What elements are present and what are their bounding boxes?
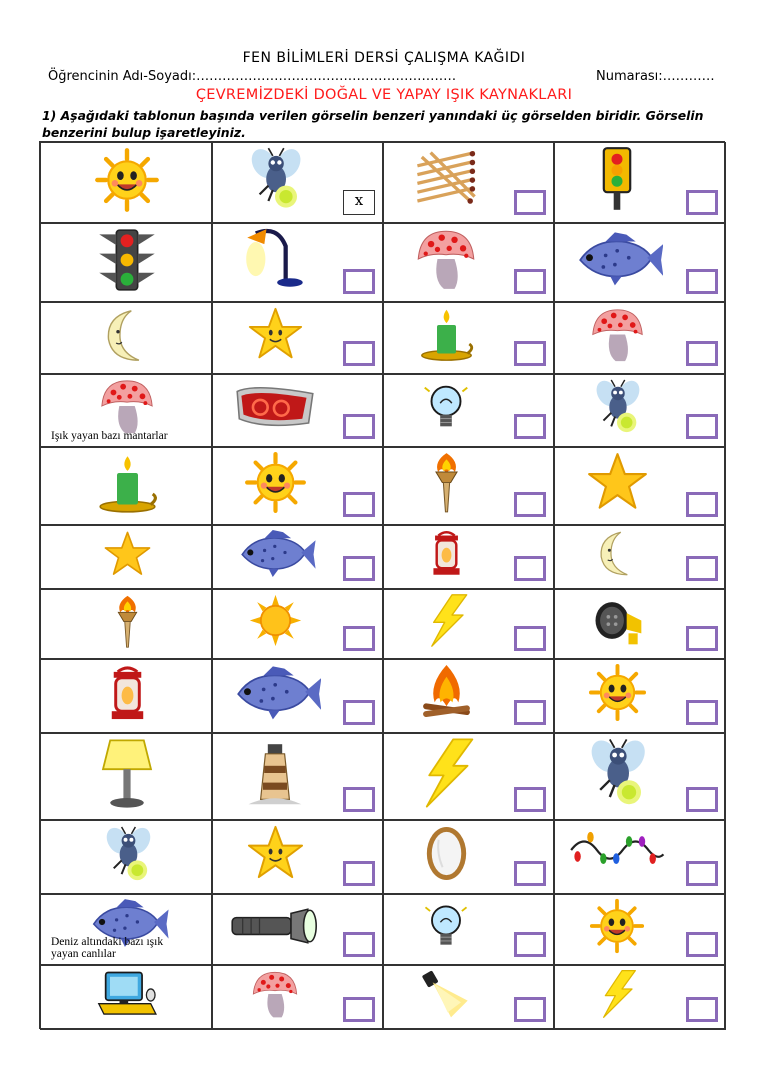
traffic-light-post-icon	[584, 146, 650, 212]
answer-checkbox[interactable]	[343, 626, 375, 651]
star-face-icon	[246, 824, 305, 883]
mushroom-icon	[589, 306, 646, 363]
mushroom-caption: Işık yayan bazı mantarlar	[51, 430, 168, 442]
table-cell	[212, 589, 383, 659]
table-cell	[383, 302, 554, 374]
firefly-icon	[588, 378, 646, 436]
table-cell	[383, 142, 554, 223]
answer-checkbox[interactable]	[514, 787, 546, 812]
light-bulb-icon	[417, 378, 475, 436]
matching-table	[39, 141, 725, 1029]
torch-icon	[100, 594, 155, 649]
answer-checkbox[interactable]	[686, 787, 718, 812]
table-cell	[40, 659, 212, 733]
table-cell	[212, 965, 383, 1030]
table-cell	[40, 374, 212, 447]
table-cell	[40, 894, 212, 965]
torch-icon	[415, 451, 478, 514]
fish-icon	[571, 230, 663, 288]
lantern-icon	[98, 664, 157, 723]
table-cell	[554, 965, 726, 1030]
light-bulb-icon	[418, 898, 474, 954]
deep-sea-caption: Deniz altındaki bazı ışık yayan canlılar	[51, 936, 164, 960]
student-number-label: Numarası:…………	[596, 69, 715, 84]
table-cell	[40, 589, 212, 659]
fairy-lights-icon	[569, 826, 666, 881]
answer-checkbox[interactable]	[343, 492, 375, 517]
table-cell	[554, 302, 726, 374]
table-cell	[554, 374, 726, 447]
table-cell	[212, 659, 383, 733]
answer-checkbox[interactable]	[686, 997, 718, 1022]
table-cell	[212, 820, 383, 894]
table-cell	[554, 659, 726, 733]
answer-checkbox[interactable]	[343, 269, 375, 294]
answer-checkbox[interactable]	[514, 341, 546, 366]
star-face-icon	[247, 306, 304, 363]
campfire-icon	[417, 663, 476, 722]
flashlight-icon	[228, 905, 323, 947]
mushroom-icon	[414, 227, 478, 291]
traffic-light-icon	[95, 228, 159, 292]
mirror-icon	[417, 824, 476, 883]
computer-icon	[97, 969, 158, 1021]
table-cell	[383, 894, 554, 965]
answer-checkbox[interactable]	[514, 492, 546, 517]
table-cell	[40, 733, 212, 820]
answer-checkbox[interactable]	[343, 700, 375, 725]
table-cell	[383, 525, 554, 589]
sun-face-icon	[589, 898, 645, 954]
table-cell	[212, 142, 383, 223]
answer-checkbox[interactable]	[686, 190, 718, 215]
sun-face-icon	[94, 147, 160, 213]
answer-checkbox[interactable]: x	[343, 190, 375, 215]
answer-checkbox[interactable]	[686, 269, 718, 294]
table-cell	[383, 374, 554, 447]
star-icon	[586, 451, 649, 514]
table-cell	[383, 733, 554, 820]
answer-checkbox[interactable]	[514, 700, 546, 725]
answer-checkbox[interactable]	[514, 626, 546, 651]
answer-checkbox[interactable]	[686, 626, 718, 651]
lighthouse-icon	[239, 737, 311, 809]
table-cell	[554, 733, 726, 820]
car-tail-light-icon	[233, 381, 317, 434]
table-cell	[212, 733, 383, 820]
answer-checkbox[interactable]	[686, 861, 718, 886]
lightning-icon	[592, 969, 642, 1019]
answer-checkbox[interactable]	[686, 492, 718, 517]
student-name-label: Öğrencinin Adı-Soyadı:……………………………………………………	[48, 69, 457, 84]
answer-checkbox[interactable]	[343, 787, 375, 812]
table-cell	[212, 525, 383, 589]
candle-icon	[418, 306, 475, 363]
table-cell	[212, 894, 383, 965]
answer-checkbox[interactable]	[343, 861, 375, 886]
answer-checkbox[interactable]	[343, 997, 375, 1022]
table-cell	[554, 447, 726, 525]
lantern-icon	[422, 529, 471, 578]
table-cell	[40, 142, 212, 223]
answer-checkbox[interactable]	[343, 414, 375, 439]
table-cell	[383, 447, 554, 525]
table-cell	[554, 589, 726, 659]
matches-icon	[413, 146, 479, 212]
moon-icon	[99, 307, 156, 364]
answer-checkbox[interactable]	[514, 556, 546, 581]
moon-icon	[593, 529, 642, 578]
table-cell	[40, 447, 212, 525]
desk-lamp-icon	[243, 227, 307, 291]
answer-checkbox[interactable]	[514, 414, 546, 439]
question-instruction: 1) Aşağıdaki tablonun başında verilen görselin benzeri yanındaki üç görselden biridir. Görselin benzerini bulup işaretleyiniz.	[42, 108, 704, 140]
answer-checkbox[interactable]	[514, 861, 546, 886]
table-cell	[554, 525, 726, 589]
answer-checkbox[interactable]	[686, 556, 718, 581]
firefly-icon	[242, 146, 308, 212]
lightning-icon	[410, 737, 482, 809]
sun-face-icon	[244, 451, 307, 514]
mushroom-icon	[98, 377, 156, 435]
sun-icon	[248, 593, 303, 648]
table-cell	[212, 374, 383, 447]
table-cell	[383, 820, 554, 894]
table-cell	[554, 142, 726, 223]
firefly-icon	[581, 737, 653, 809]
answer-checkbox[interactable]	[343, 932, 375, 957]
table-cell	[212, 447, 383, 525]
fish-icon	[234, 528, 316, 579]
table-cell	[383, 223, 554, 302]
table-cell	[212, 302, 383, 374]
worksheet-title: FEN BİLİMLERİ DERSİ ÇALIŞMA KAĞIDI	[242, 50, 526, 66]
table-cell	[40, 965, 212, 1030]
star-icon	[103, 530, 152, 579]
table-cell	[554, 223, 726, 302]
lightning-icon	[419, 593, 474, 648]
table-cell	[40, 820, 212, 894]
answer-checkbox[interactable]	[514, 269, 546, 294]
answer-checkbox[interactable]	[686, 341, 718, 366]
searchlight-icon	[590, 593, 645, 648]
table-cell	[554, 820, 726, 894]
answer-checkbox[interactable]	[343, 341, 375, 366]
table-cell	[212, 223, 383, 302]
table-cell	[40, 223, 212, 302]
mushroom-icon	[250, 969, 300, 1019]
fish-icon	[229, 664, 321, 722]
answer-checkbox[interactable]	[343, 556, 375, 581]
table-cell	[40, 525, 212, 589]
answer-checkbox[interactable]	[514, 190, 546, 215]
table-cell	[383, 589, 554, 659]
sun-face-icon	[588, 663, 647, 722]
answer-checkbox[interactable]	[686, 414, 718, 439]
worksheet-subtitle: ÇEVREMİZDEKİ DOĞAL VE YAPAY IŞIK KAYNAKLARI	[195, 87, 573, 103]
answer-checkbox[interactable]	[686, 700, 718, 725]
answer-checkbox[interactable]	[514, 997, 546, 1022]
candle-icon	[96, 452, 159, 515]
answer-checkbox[interactable]	[514, 932, 546, 957]
firefly-icon	[98, 825, 157, 884]
table-cell	[40, 302, 212, 374]
table-cell	[383, 659, 554, 733]
table-cell	[554, 894, 726, 965]
table-lamp-icon	[91, 738, 163, 810]
spotlight-icon	[421, 969, 471, 1019]
table-cell	[383, 965, 554, 1030]
answer-checkbox[interactable]	[686, 932, 718, 957]
